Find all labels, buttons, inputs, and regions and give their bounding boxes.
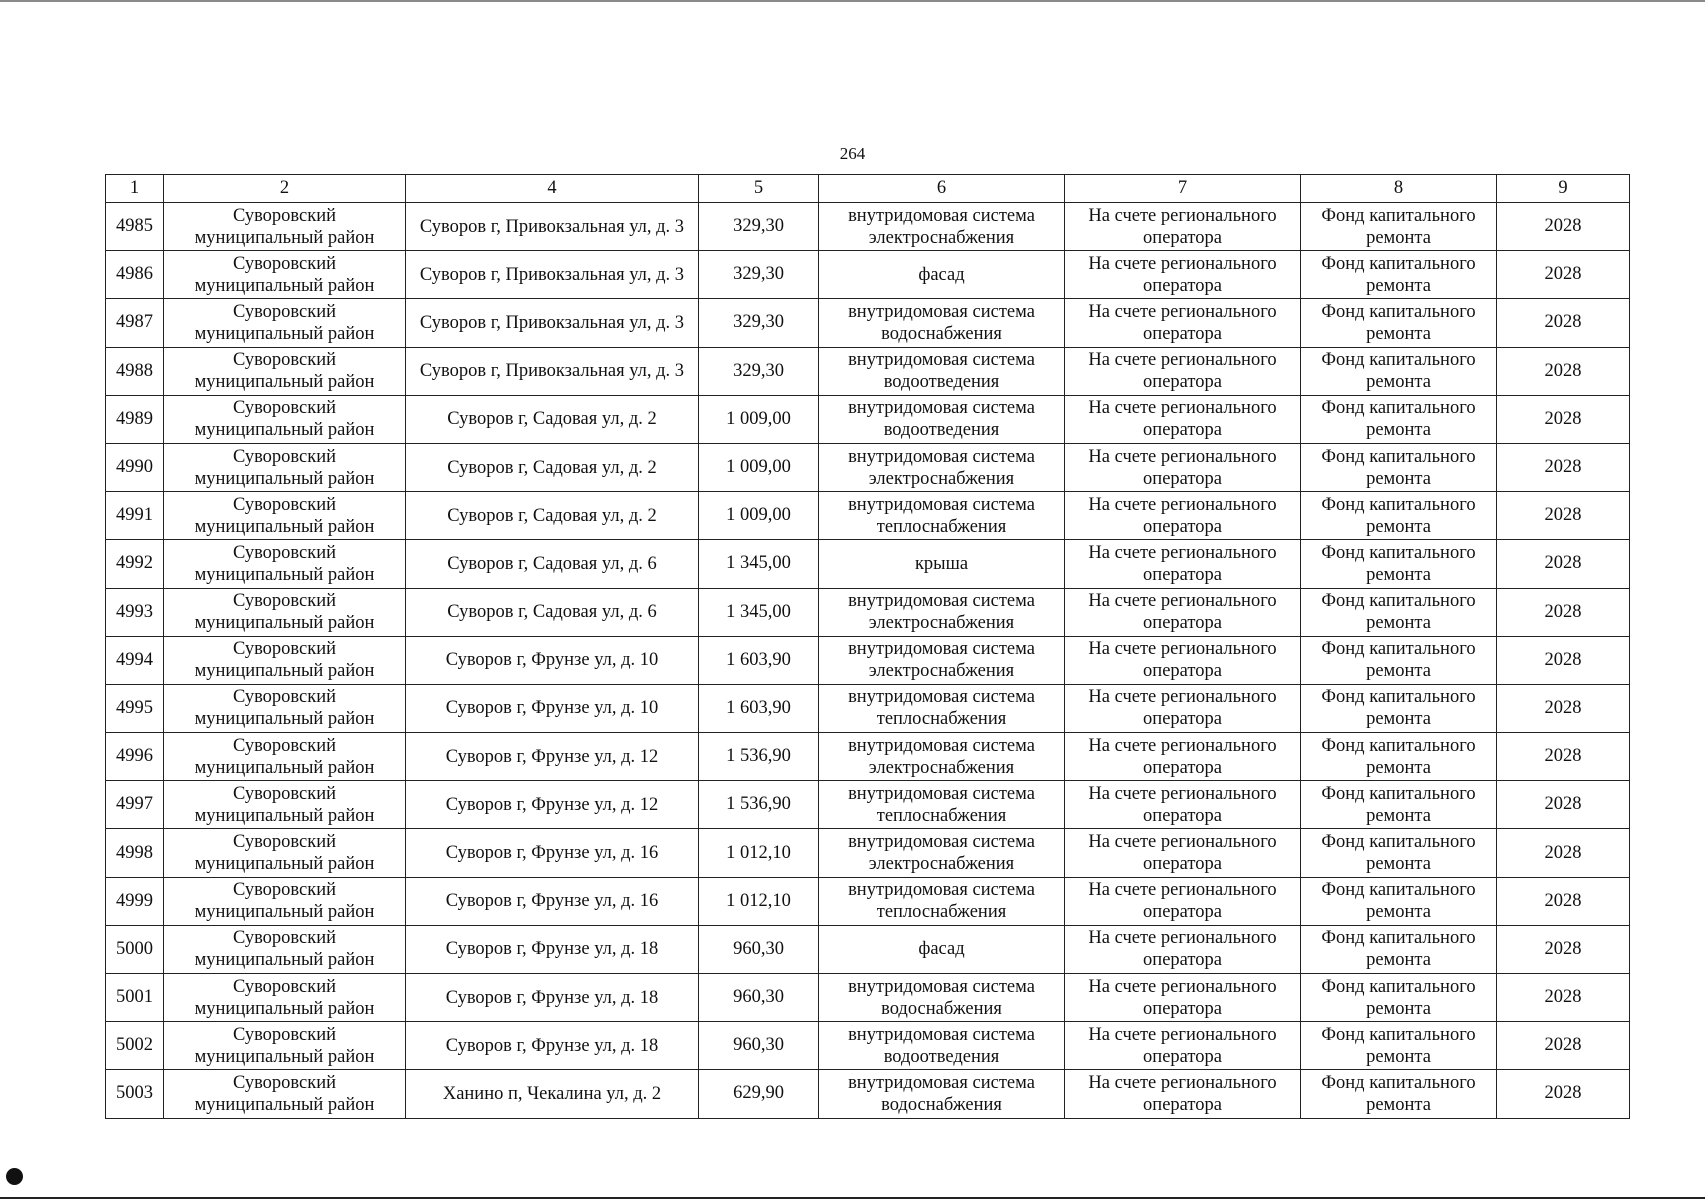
cell-col-area: 960,30 — [699, 1022, 819, 1070]
cell-col-district: Суворовский муниципальный район — [164, 492, 406, 540]
cell-col-address: Суворов г, Фрунзе ул, д. 10 — [406, 684, 699, 732]
cell-col-address: Суворов г, Фрунзе ул, д. 16 — [406, 829, 699, 877]
cell-col-number: 4995 — [106, 684, 164, 732]
cell-col-system: внутридомовая система теплоснабжения — [819, 492, 1065, 540]
cell-col-area: 1 536,90 — [699, 781, 819, 829]
cell-col-district: Суворовский муниципальный район — [164, 299, 406, 347]
cell-col-address: Суворов г, Фрунзе ул, д. 18 — [406, 974, 699, 1022]
cell-col-number: 4989 — [106, 395, 164, 443]
header-col-district: 2 — [164, 175, 406, 203]
cell-col-area: 629,90 — [699, 1070, 819, 1118]
cell-col-district: Суворовский муниципальный район — [164, 733, 406, 781]
header-col-account: 7 — [1065, 175, 1301, 203]
cell-col-system: внутридомовая система электроснабжения — [819, 733, 1065, 781]
table-row — [106, 203, 1630, 251]
cell-col-fund: Фонд капитального ремонта — [1301, 251, 1497, 299]
cell-col-year: 2028 — [1497, 395, 1630, 443]
cell-col-district: Суворовский муниципальный район — [164, 588, 406, 636]
cell-col-account: На счете регионального оператора — [1065, 395, 1301, 443]
cell-col-address: Суворов г, Фрунзе ул, д. 12 — [406, 781, 699, 829]
cell-col-number: 5001 — [106, 974, 164, 1022]
cell-col-fund: Фонд капитального ремонта — [1301, 347, 1497, 395]
cell-col-number: 5003 — [106, 1070, 164, 1118]
cell-col-number: 4987 — [106, 299, 164, 347]
cell-col-address: Суворов г, Привокзальная ул, д. 3 — [406, 203, 699, 251]
cell-col-system: внутридомовая система теплоснабжения — [819, 781, 1065, 829]
table-row — [106, 974, 1630, 1022]
cell-col-year: 2028 — [1497, 347, 1630, 395]
cell-col-number: 5000 — [106, 925, 164, 973]
cell-col-year: 2028 — [1497, 443, 1630, 491]
cell-col-address: Суворов г, Привокзальная ул, д. 3 — [406, 251, 699, 299]
table-row — [106, 588, 1630, 636]
cell-col-account: На счете регионального оператора — [1065, 974, 1301, 1022]
header-col-fund: 8 — [1301, 175, 1497, 203]
cell-col-year: 2028 — [1497, 1070, 1630, 1118]
cell-col-area: 1 345,00 — [699, 540, 819, 588]
cell-col-year: 2028 — [1497, 974, 1630, 1022]
cell-col-district: Суворовский муниципальный район — [164, 540, 406, 588]
table-header — [106, 175, 1630, 203]
cell-col-area: 1 012,10 — [699, 829, 819, 877]
header-col-system: 6 — [819, 175, 1065, 203]
cell-col-area: 1 345,00 — [699, 588, 819, 636]
cell-col-system: внутридомовая система электроснабжения — [819, 443, 1065, 491]
cell-col-fund: Фонд капитального ремонта — [1301, 1070, 1497, 1118]
cell-col-district: Суворовский муниципальный район — [164, 877, 406, 925]
cell-col-system: внутридомовая система электроснабжения — [819, 829, 1065, 877]
cell-col-system: внутридомовая система теплоснабжения — [819, 877, 1065, 925]
cell-col-year: 2028 — [1497, 733, 1630, 781]
cell-col-district: Суворовский муниципальный район — [164, 829, 406, 877]
cell-col-district: Суворовский муниципальный район — [164, 781, 406, 829]
cell-col-district: Суворовский муниципальный район — [164, 974, 406, 1022]
cell-col-year: 2028 — [1497, 829, 1630, 877]
table-row — [106, 1022, 1630, 1070]
table-row — [106, 443, 1630, 491]
cell-col-address: Суворов г, Привокзальная ул, д. 3 — [406, 299, 699, 347]
cell-col-system: внутридомовая система электроснабжения — [819, 636, 1065, 684]
cell-col-area: 1 603,90 — [699, 684, 819, 732]
cell-col-account: На счете регионального оператора — [1065, 347, 1301, 395]
cell-col-district: Суворовский муниципальный район — [164, 684, 406, 732]
cell-col-account: На счете регионального оператора — [1065, 251, 1301, 299]
cell-col-system: фасад — [819, 251, 1065, 299]
cell-col-fund: Фонд капитального ремонта — [1301, 684, 1497, 732]
cell-col-year: 2028 — [1497, 588, 1630, 636]
cell-col-account: На счете регионального оператора — [1065, 877, 1301, 925]
cell-col-system: крыша — [819, 540, 1065, 588]
cell-col-area: 1 009,00 — [699, 492, 819, 540]
cell-col-address: Суворов г, Садовая ул, д. 2 — [406, 443, 699, 491]
cell-col-account: На счете регионального оператора — [1065, 1070, 1301, 1118]
cell-col-number: 4996 — [106, 733, 164, 781]
cell-col-address: Суворов г, Привокзальная ул, д. 3 — [406, 347, 699, 395]
cell-col-district: Суворовский муниципальный район — [164, 1022, 406, 1070]
cell-col-system: внутридомовая система водоснабжения — [819, 1070, 1065, 1118]
cell-col-system: внутридомовая система водоотведения — [819, 1022, 1065, 1070]
table-row — [106, 829, 1630, 877]
header-col-area: 5 — [699, 175, 819, 203]
cell-col-year: 2028 — [1497, 781, 1630, 829]
cell-col-address: Суворов г, Фрунзе ул, д. 10 — [406, 636, 699, 684]
table-row — [106, 877, 1630, 925]
cell-col-number: 4997 — [106, 781, 164, 829]
cell-col-area: 329,30 — [699, 347, 819, 395]
header-col-year: 9 — [1497, 175, 1630, 203]
cell-col-number: 4988 — [106, 347, 164, 395]
cell-col-system: внутридомовая система электроснабжения — [819, 203, 1065, 251]
header-col-address: 4 — [406, 175, 699, 203]
cell-col-district: Суворовский муниципальный район — [164, 347, 406, 395]
cell-col-fund: Фонд капитального ремонта — [1301, 443, 1497, 491]
table-row — [106, 347, 1630, 395]
cell-col-year: 2028 — [1497, 203, 1630, 251]
cell-col-year: 2028 — [1497, 877, 1630, 925]
cell-col-fund: Фонд капитального ремонта — [1301, 733, 1497, 781]
cell-col-system: внутридомовая система водоснабжения — [819, 974, 1065, 1022]
cell-col-fund: Фонд капитального ремонта — [1301, 1022, 1497, 1070]
table-row — [106, 540, 1630, 588]
cell-col-fund: Фонд капитального ремонта — [1301, 540, 1497, 588]
cell-col-district: Суворовский муниципальный район — [164, 1070, 406, 1118]
cell-col-system: внутридомовая система водоотведения — [819, 395, 1065, 443]
scan-bottom-edge — [0, 1197, 1705, 1199]
cell-col-number: 4999 — [106, 877, 164, 925]
cell-col-system: внутридомовая система теплоснабжения — [819, 684, 1065, 732]
cell-col-address: Суворов г, Фрунзе ул, д. 18 — [406, 925, 699, 973]
table-row — [106, 395, 1630, 443]
header-row — [106, 175, 1630, 203]
table-row — [106, 1070, 1630, 1118]
cell-col-address: Ханино п, Чекалина ул, д. 2 — [406, 1070, 699, 1118]
cell-col-account: На счете регионального оператора — [1065, 781, 1301, 829]
cell-col-address: Суворов г, Фрунзе ул, д. 18 — [406, 1022, 699, 1070]
cell-col-system: внутридомовая система водоотведения — [819, 347, 1065, 395]
cell-col-account: На счете регионального оператора — [1065, 684, 1301, 732]
cell-col-number: 4991 — [106, 492, 164, 540]
cell-col-area: 960,30 — [699, 974, 819, 1022]
cell-col-year: 2028 — [1497, 251, 1630, 299]
table-row — [106, 299, 1630, 347]
cell-col-fund: Фонд капитального ремонта — [1301, 974, 1497, 1022]
cell-col-account: На счете регионального оператора — [1065, 540, 1301, 588]
cell-col-account: На счете регионального оператора — [1065, 829, 1301, 877]
table-row — [106, 925, 1630, 973]
cell-col-address: Суворов г, Садовая ул, д. 6 — [406, 588, 699, 636]
cell-col-fund: Фонд капитального ремонта — [1301, 877, 1497, 925]
cell-col-account: На счете регионального оператора — [1065, 492, 1301, 540]
cell-col-district: Суворовский муниципальный район — [164, 636, 406, 684]
table-row — [106, 251, 1630, 299]
capital-repair-table — [105, 174, 1630, 1119]
cell-col-year: 2028 — [1497, 684, 1630, 732]
cell-col-year: 2028 — [1497, 492, 1630, 540]
cell-col-year: 2028 — [1497, 636, 1630, 684]
cell-col-account: На счете регионального оператора — [1065, 733, 1301, 781]
cell-col-number: 4998 — [106, 829, 164, 877]
cell-col-area: 1 603,90 — [699, 636, 819, 684]
table-row — [106, 492, 1630, 540]
cell-col-address: Суворов г, Фрунзе ул, д. 12 — [406, 733, 699, 781]
cell-col-account: На счете регионального оператора — [1065, 588, 1301, 636]
scan-mark — [6, 1168, 23, 1185]
cell-col-area: 1 009,00 — [699, 443, 819, 491]
scan-top-edge — [0, 0, 1705, 2]
cell-col-account: На счете регионального оператора — [1065, 636, 1301, 684]
cell-col-number: 4985 — [106, 203, 164, 251]
cell-col-year: 2028 — [1497, 1022, 1630, 1070]
cell-col-system: внутридомовая система водоснабжения — [819, 299, 1065, 347]
cell-col-district: Суворовский муниципальный район — [164, 203, 406, 251]
table-row — [106, 733, 1630, 781]
cell-col-district: Суворовский муниципальный район — [164, 443, 406, 491]
cell-col-fund: Фонд капитального ремонта — [1301, 829, 1497, 877]
cell-col-fund: Фонд капитального ремонта — [1301, 588, 1497, 636]
cell-col-account: На счете регионального оператора — [1065, 203, 1301, 251]
cell-col-number: 4986 — [106, 251, 164, 299]
cell-col-area: 960,30 — [699, 925, 819, 973]
cell-col-number: 4990 — [106, 443, 164, 491]
cell-col-number: 4992 — [106, 540, 164, 588]
cell-col-system: внутридомовая система электроснабжения — [819, 588, 1065, 636]
cell-col-number: 4994 — [106, 636, 164, 684]
cell-col-fund: Фонд капитального ремонта — [1301, 492, 1497, 540]
header-col-number: 1 — [106, 175, 164, 203]
cell-col-fund: Фонд капитального ремонта — [1301, 395, 1497, 443]
table-body — [106, 203, 1630, 1119]
cell-col-area: 329,30 — [699, 251, 819, 299]
cell-col-account: На счете регионального оператора — [1065, 299, 1301, 347]
cell-col-area: 1 012,10 — [699, 877, 819, 925]
cell-col-district: Суворовский муниципальный район — [164, 395, 406, 443]
cell-col-fund: Фонд капитального ремонта — [1301, 781, 1497, 829]
cell-col-district: Суворовский муниципальный район — [164, 251, 406, 299]
cell-col-district: Суворовский муниципальный район — [164, 925, 406, 973]
cell-col-area: 1 009,00 — [699, 395, 819, 443]
cell-col-fund: Фонд капитального ремонта — [1301, 636, 1497, 684]
cell-col-fund: Фонд капитального ремонта — [1301, 299, 1497, 347]
cell-col-address: Суворов г, Фрунзе ул, д. 16 — [406, 877, 699, 925]
cell-col-year: 2028 — [1497, 299, 1630, 347]
page-number: 264 — [839, 144, 866, 163]
table-row — [106, 684, 1630, 732]
cell-col-number: 4993 — [106, 588, 164, 636]
cell-col-number: 5002 — [106, 1022, 164, 1070]
cell-col-year: 2028 — [1497, 540, 1630, 588]
cell-col-area: 329,30 — [699, 203, 819, 251]
cell-col-fund: Фонд капитального ремонта — [1301, 203, 1497, 251]
cell-col-address: Суворов г, Садовая ул, д. 2 — [406, 395, 699, 443]
cell-col-system: фасад — [819, 925, 1065, 973]
cell-col-account: На счете регионального оператора — [1065, 925, 1301, 973]
cell-col-fund: Фонд капитального ремонта — [1301, 925, 1497, 973]
cell-col-account: На счете регионального оператора — [1065, 1022, 1301, 1070]
cell-col-area: 1 536,90 — [699, 733, 819, 781]
cell-col-account: На счете регионального оператора — [1065, 443, 1301, 491]
cell-col-year: 2028 — [1497, 925, 1630, 973]
cell-col-address: Суворов г, Садовая ул, д. 6 — [406, 540, 699, 588]
cell-col-address: Суворов г, Садовая ул, д. 2 — [406, 492, 699, 540]
table-row — [106, 636, 1630, 684]
table-row — [106, 781, 1630, 829]
cell-col-area: 329,30 — [699, 299, 819, 347]
